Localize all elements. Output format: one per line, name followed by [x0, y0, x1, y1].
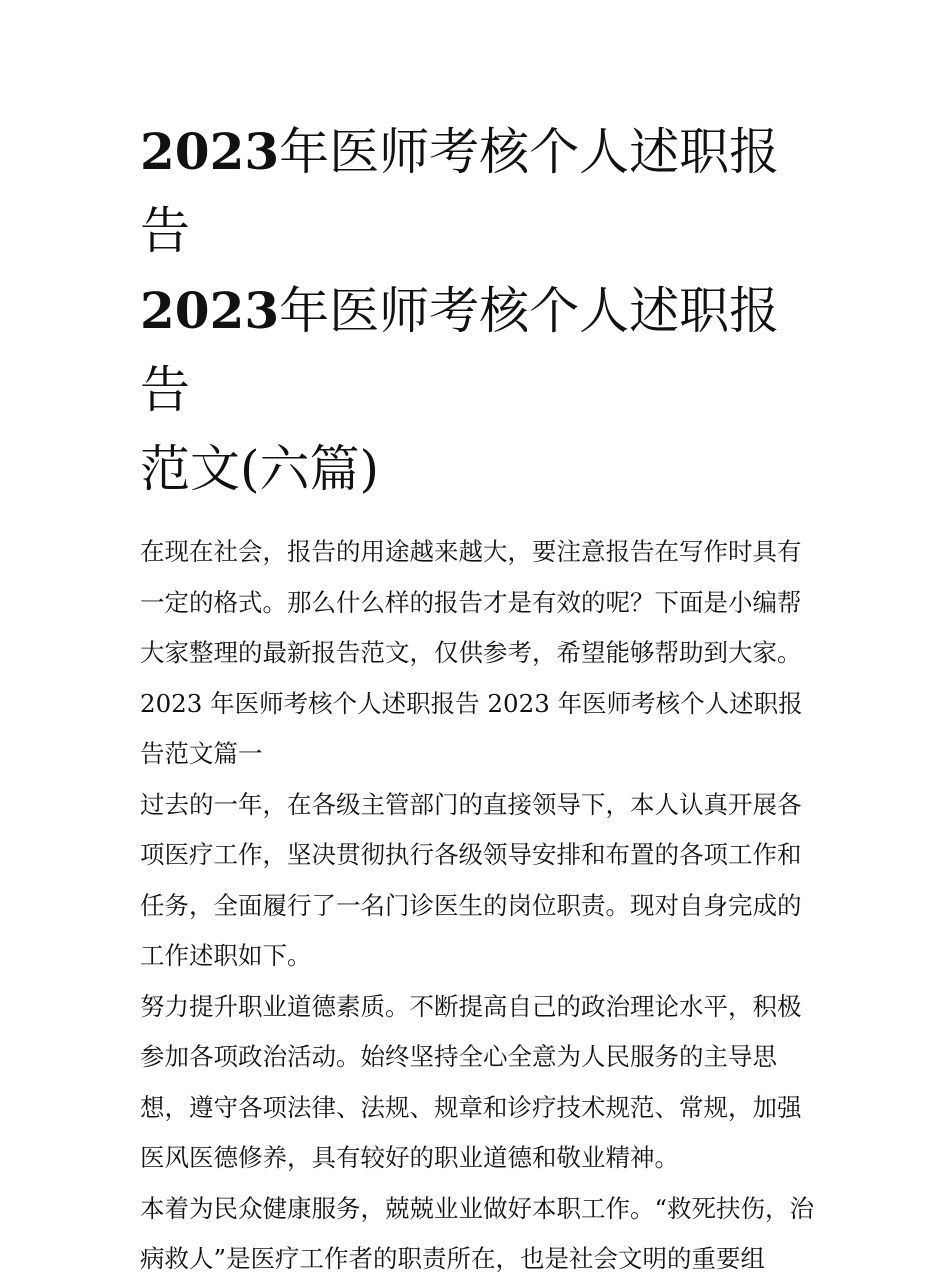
title-text-1: 年医师考核个人述职报告	[140, 123, 780, 260]
title-year-2: 2023	[140, 281, 280, 340]
paragraph-service: 本着为民众健康服务，兢兢业业做好本职工作。“救死扶伤，治病救人”是医疗工作者的职责所在，也是社会文明的重要组	[140, 1193, 815, 1273]
paragraph-intro: 在现在社会，报告的用途越来越大，要注意报告在写作时具有一定的格式。那么什么样的报告才是有效的呢？下面是小编帮大家整理的最新报告范文，仅供参考，希望能够帮助到大家。	[140, 537, 802, 667]
paragraph-ethics: 努力提升职业道德素质。不断提高自己的政治理论水平，积极参加各项政治活动。始终坚持全心全意为人民服务的主导思想，遵守各项法律、法规、规章和诊疗技术规范、常规，加强医风医德修养，具有较好的职业道德和敬业精神。	[140, 991, 802, 1172]
document-page	[140, 112, 820, 1285]
paragraph-section-heading: 2023 年医师考核个人述职报告 2023 年医师考核个人述职报告范文篇一	[140, 688, 803, 768]
paragraph-summary: 过去的一年，在各级主管部门的直接领导下，本人认真开展各项医疗工作，坚决贯彻执行各级领导安排和布置的各项工作和任务，全面履行了一名门诊医生的岗位职责。现对自身完成的工作述职如下。	[140, 789, 802, 970]
title-text-2: 年医师考核个人述职报告	[140, 282, 780, 419]
document-title	[140, 112, 820, 509]
title-text-3: 范文(六篇)	[140, 440, 380, 498]
title-year-1: 2023	[140, 122, 280, 181]
